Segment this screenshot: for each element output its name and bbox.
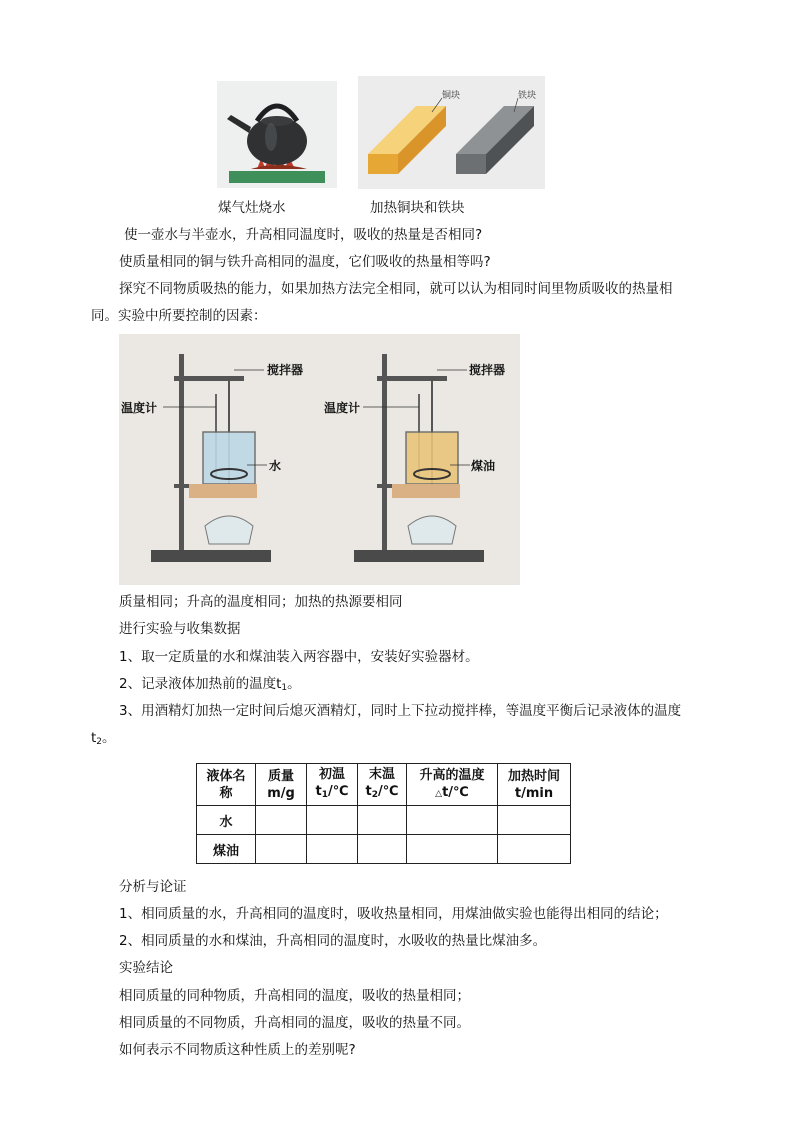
step-2-text: 2、记录液体加热前的温度t	[119, 676, 282, 692]
kettle-illustration	[217, 81, 337, 188]
left-stirrer-label: 搅拌器	[267, 363, 304, 377]
step-3-line-1: 3、用酒精灯加热一定时间后熄灭酒精灯，同时上下拉动搅拌棒，等温度平衡后记录液体的温度	[119, 703, 682, 719]
row-label-kerosene: 煤油	[197, 835, 256, 864]
table-cell	[307, 806, 358, 835]
paragraph-3-line-2: 同。实验中所要控制的因素：	[91, 308, 267, 324]
table-cell	[358, 835, 407, 864]
table-cell	[407, 835, 498, 864]
right-stirrer-label: 搅拌器	[469, 363, 506, 377]
table-row	[197, 835, 571, 864]
table-row	[197, 806, 571, 835]
table-cell	[307, 835, 358, 864]
kerosene-label: 煤油	[471, 459, 496, 473]
table-header-row	[197, 764, 571, 806]
apparatus-illustration	[119, 334, 520, 585]
step-2-subscript: 1	[281, 683, 288, 693]
iron-block-label: 铁块	[518, 91, 537, 101]
analysis-title: 分析与论证	[119, 879, 187, 895]
step-3-end: 。	[102, 730, 116, 746]
copper-block-label: 铜块	[442, 91, 461, 101]
table-cell	[498, 835, 571, 864]
step-3-t: t	[91, 730, 97, 746]
conclusion-title: 实验结论	[119, 960, 173, 976]
row-label-water: 水	[197, 806, 256, 835]
header-heating-time: 加热时间 t/min	[498, 764, 571, 806]
procedure-title: 进行实验与收集数据	[119, 621, 241, 637]
paragraph-3-line-1: 探究不同物质吸热的能力，如果加热方法完全相同，就可以认为相同时间里物质吸收的热量相	[119, 281, 673, 297]
apparatus-figure	[119, 334, 520, 585]
analysis-2: 2、相同质量的水和煤油，升高相同的温度时，水吸收的热量比煤油多。	[119, 933, 547, 949]
table-cell	[407, 806, 498, 835]
data-table	[196, 763, 571, 864]
closing-question: 如何表示不同物质这种性质上的差别呢?	[119, 1042, 356, 1058]
step-3-subscript: 2	[96, 737, 103, 747]
table-cell	[358, 806, 407, 835]
header-liquid: 液体名 称	[197, 764, 256, 806]
question-2: 使质量相同的铜与铁升高相同的温度，它们吸收的热量相等吗?	[119, 254, 491, 270]
conclusion-1: 相同质量的同种物质，升高相同的温度，吸收的热量相同；	[119, 988, 470, 1004]
header-initial-temp: 初温 $t_1/℃$	[307, 764, 358, 806]
header-mass: 质量 m/g	[256, 764, 307, 806]
conclusion-2: 相同质量的不同物质，升高相同的温度，吸收的热量不同。	[119, 1015, 470, 1031]
step-3-line-2	[91, 728, 116, 752]
table-cell	[498, 806, 571, 835]
kettle-figure	[217, 81, 337, 188]
step-2	[119, 674, 301, 698]
control-factors: 质量相同；升高的温度相同；加热的热源要相同	[119, 594, 403, 610]
left-thermometer-label: 温度计	[121, 401, 158, 415]
blocks-figure	[358, 76, 545, 189]
header-temp-rise: 升高的温度 △t/℃	[407, 764, 498, 806]
table-cell	[256, 835, 307, 864]
table-cell	[256, 806, 307, 835]
water-label: 水	[269, 459, 282, 473]
step-2-end: 。	[287, 676, 301, 692]
right-thermometer-label: 温度计	[324, 401, 361, 415]
question-1: 使一壶水与半壶水，升高相同温度时，吸收的热量是否相同?	[124, 227, 483, 243]
header-final-temp: 末温 $t_2/℃$	[358, 764, 407, 806]
step-1: 1、取一定质量的水和煤油装入两容器中，安装好实验器材。	[119, 649, 479, 665]
kettle-caption: 煤气灶烧水	[218, 200, 286, 216]
blocks-caption: 加热铜块和铁块	[370, 200, 465, 216]
analysis-1: 1、相同质量的水，升高相同的温度时，吸收热量相同，用煤油做实验也能得出相同的结论；	[119, 906, 668, 922]
